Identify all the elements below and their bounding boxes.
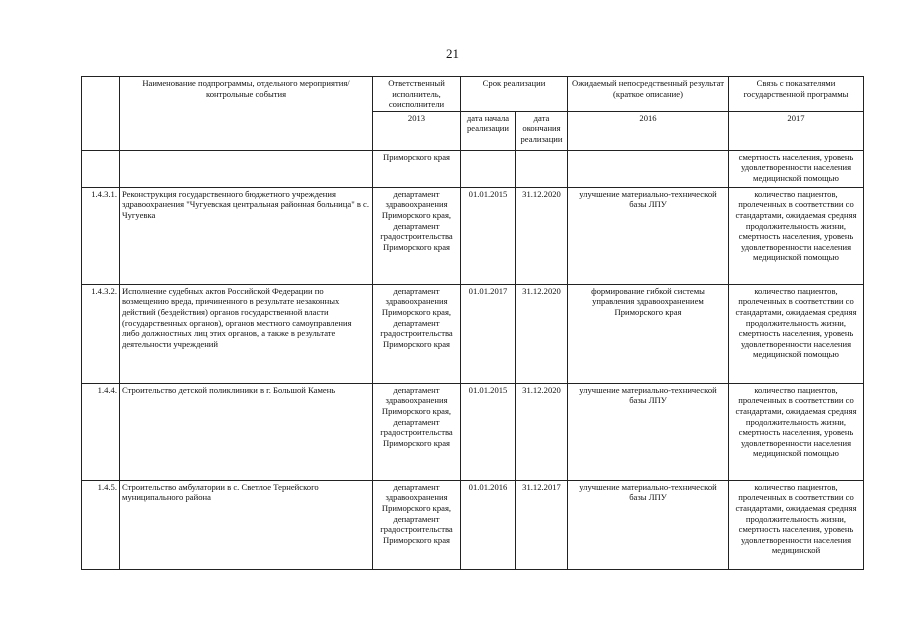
start-cell: 01.01.2015 bbox=[461, 383, 516, 480]
program-table bbox=[81, 76, 864, 570]
header-2013: 2013 bbox=[373, 111, 461, 150]
header-responsible: Ответственный исполнитель, соисполнители bbox=[373, 77, 461, 112]
header-link: Связь с показателями государственной программы bbox=[729, 77, 864, 112]
start-cell bbox=[461, 150, 516, 187]
start-cell: 01.01.2016 bbox=[461, 480, 516, 569]
code-cell: 1.4.4. bbox=[82, 383, 120, 480]
responsible-cell: департамент здравоохранения Приморского края, департамент градостроительства Приморского края bbox=[373, 187, 461, 284]
table-row bbox=[82, 480, 864, 569]
header-start: дата начала реализации bbox=[461, 111, 516, 150]
end-cell bbox=[516, 150, 568, 187]
link-cell: количество пациентов, пролеченных в соответствии со стандартами, ожидаемая средняя продолжительность жизни, смертность населения, уровень удовлетворенности населения медицинской помощью bbox=[729, 284, 864, 383]
result-cell: улучшение материально-технической базы ЛПУ bbox=[568, 187, 729, 284]
result-cell: формирование гибкой системы управления здравоохранением Приморского края bbox=[568, 284, 729, 383]
link-cell: смертность населения, уровень удовлетворенности населения медицинской помощью bbox=[729, 150, 864, 187]
name-cell bbox=[120, 150, 373, 187]
name-cell: Строительство детской поликлиники в г. Большой Камень bbox=[120, 383, 373, 480]
link-cell: количество пациентов, пролеченных в соответствии со стандартами, ожидаемая средняя продолжительность жизни, смертность населения, уровень удовлетворенности населения медицинской bbox=[729, 480, 864, 569]
page-number: 21 bbox=[446, 46, 459, 61]
end-cell: 31.12.2020 bbox=[516, 187, 568, 284]
header-term: Срок реализации bbox=[461, 77, 568, 112]
start-cell: 01.01.2015 bbox=[461, 187, 516, 284]
end-cell: 31.12.2020 bbox=[516, 383, 568, 480]
header-result: Ожидаемый непосредственный результат (краткое описание) bbox=[568, 77, 729, 112]
link-cell: количество пациентов, пролеченных в соответствии со стандартами, ожидаемая средняя продолжительность жизни, смертность населения, уровень удовлетворенности населения медицинской помощью bbox=[729, 187, 864, 284]
header-2017: 2017 bbox=[729, 111, 864, 150]
header-row-1 bbox=[82, 77, 864, 112]
header-2016: 2016 bbox=[568, 111, 729, 150]
code-cell: 1.4.3.2. bbox=[82, 284, 120, 383]
end-cell: 31.12.2017 bbox=[516, 480, 568, 569]
end-cell: 31.12.2020 bbox=[516, 284, 568, 383]
name-cell: Исполнение судебных актов Российской Федерации по возмещению вреда, причиненного в результате незаконных действий (бездействия) органов государственной власти (государственных органов), органов местного самоуправления либо должностных лиц этих органов, а также в результате деятельности учреждений bbox=[120, 284, 373, 383]
table-row bbox=[82, 383, 864, 480]
result-cell bbox=[568, 150, 729, 187]
header-name: Наименование подпрограммы, отдельного мероприятия/контрольные события bbox=[120, 77, 373, 151]
header-end: дата окончания реализации bbox=[516, 111, 568, 150]
table-row bbox=[82, 284, 864, 383]
result-cell: улучшение материально-технической базы ЛПУ bbox=[568, 383, 729, 480]
name-cell: Реконструкция государственного бюджетного учреждения здравоохранения "Чугуевская центральная районная больница" в с. Чугуевка bbox=[120, 187, 373, 284]
responsible-cell: департамент здравоохранения Приморского края, департамент градостроительства Приморского края bbox=[373, 383, 461, 480]
table-row bbox=[82, 187, 864, 284]
table-row-continuation bbox=[82, 150, 864, 187]
header-empty-cell bbox=[82, 77, 120, 151]
link-cell: количество пациентов, пролеченных в соответствии со стандартами, ожидаемая средняя продолжительность жизни, смертность населения, уровень удовлетворенности населения медицинской помощью bbox=[729, 383, 864, 480]
start-cell: 01.01.2017 bbox=[461, 284, 516, 383]
code-cell bbox=[82, 150, 120, 187]
code-cell: 1.4.5. bbox=[82, 480, 120, 569]
name-cell: Строительство амбулатории в с. Светлое Тернейского муниципального района bbox=[120, 480, 373, 569]
responsible-cell: департамент здравоохранения Приморского края, департамент градостроительства Приморского края bbox=[373, 480, 461, 569]
result-cell: улучшение материально-технической базы ЛПУ bbox=[568, 480, 729, 569]
responsible-cell: департамент здравоохранения Приморского края, департамент градостроительства Приморского края bbox=[373, 284, 461, 383]
responsible-cell: Приморского края bbox=[373, 150, 461, 187]
code-cell: 1.4.3.1. bbox=[82, 187, 120, 284]
